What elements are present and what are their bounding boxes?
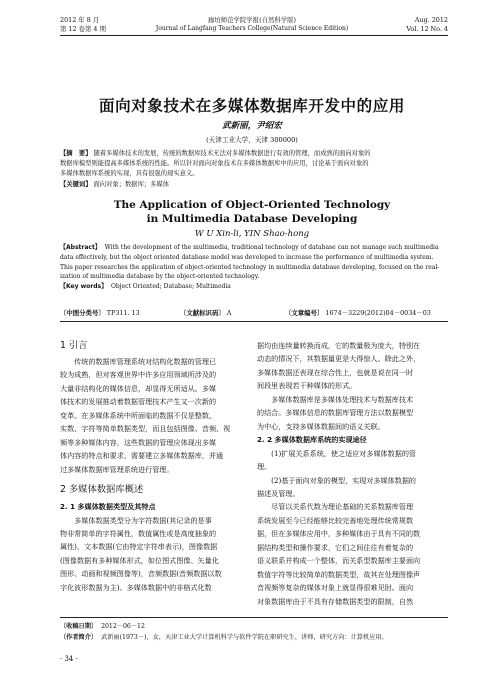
authors-zh: 武新丽，尹绍宏 (222, 121, 282, 131)
keywords-zh-label: 【关键词】 (60, 180, 92, 188)
article-no-label: 〔文章编号〕 (285, 309, 324, 317)
abstract-zh (60, 149, 450, 190)
abstract-en-line: data effectively, but the object oriented database model was developed to increase the performance of multimedia system. (60, 253, 434, 261)
header-month-en: Aug. 2012 (414, 16, 448, 24)
abstract-en-line: With the development of the multimedia, traditional technology of database can not manage such multimedia (104, 244, 439, 251)
body-line: 数值字符等比较简单的数据类型，故其在处理图像声 (257, 569, 421, 579)
body-line: 音视频等复杂的媒体对象上就显得很难见肘。面向 (257, 583, 414, 593)
left-column (60, 338, 278, 594)
body-line: 体技术的发展推动着数据管理技术产生又一次新的 (60, 397, 217, 407)
received-label: 〔收稿日期〕 (60, 623, 98, 630)
received-value: 2012－06－12 (101, 623, 145, 630)
doc-code-value: A (226, 309, 232, 317)
paper-title-zh: 面向对象技术在多媒体数据库开发中的应用 (99, 97, 405, 115)
abstract-zh-line: 随着多媒体技术的发展，传统的数据库技术无法对多媒体数据进行有效的管理，而成熟的面向对象的 (93, 150, 371, 157)
right-column (257, 339, 475, 608)
affiliation-zh: (天津工业大学，天津 300000) (206, 136, 298, 144)
author-note-label: 〔作者简介〕 (60, 634, 98, 641)
body-line: 字化波形数据为主)。多媒体数据中的非格式化数 (60, 582, 212, 592)
footnote-rule (60, 617, 448, 618)
paper-title-en-line: in Multimedia Database Developing (146, 213, 358, 225)
header-journal-zh: 廊坊师范学院学报(自然科学版) (207, 16, 297, 24)
clc-label: 〔中图分类号〕 (60, 309, 105, 317)
subsection-heading: 2. 2 多媒体数据库系统的实现途径 (257, 435, 367, 445)
keywords-zh-text: 面向对象；数据库；多媒体 (93, 180, 170, 188)
keywords-en-text: Object Oriented; Database; Multimedia (110, 283, 231, 291)
body-line: 大量非结构化的媒体信息，却显得无所适从。多媒 (60, 383, 217, 393)
article-number (285, 308, 431, 317)
abstract-en-label: 【Abstract】 (60, 244, 101, 251)
abstract-zh-line: 数据库模型则能提高多媒体系统的性能。所以针对面向对象技术在多媒体数据库中的应用，讨论基于面向对象的 (60, 160, 369, 168)
authors-en: W U Xin-li, YIN Shao-hong (194, 229, 310, 239)
abstract-zh-line: 多媒体数据库系统的实现，具有很强的现实意义。 (60, 170, 199, 178)
header-rule (60, 35, 448, 36)
clc-value: TP311. 13 (106, 309, 140, 317)
body-line: 对象数据库由于不具有存储数据类型的限制，自然 (257, 596, 414, 606)
header-volume: 第 12 卷第 4 期 (60, 25, 106, 33)
body-line: 的结合。多媒体信息的数据库管理方法以数据模型 (257, 408, 414, 418)
body-line: 描述及管理。 (257, 488, 300, 498)
body-line: 为中心，支持多媒体数据间的语义关联。 (257, 421, 385, 431)
abstract-en (60, 243, 448, 292)
article-no-value: 1674－3229(2012)04－0034－03 (325, 309, 431, 317)
body-line: (2)基于面向对象的模型，实现对多媒体数据的 (257, 475, 417, 485)
body-line: 变革。在多媒体系统中所面临的数据不仅是整数、 (60, 410, 217, 420)
body-line: 频等多种媒体内容，这些数据的管理应体现出多媒 (60, 437, 217, 447)
body-line: 理。 (257, 462, 272, 472)
body-line: 据均由连续量转换而成，它的数量极为庞大，特别在 (257, 341, 421, 350)
footnote-author (60, 633, 388, 643)
header-journal-en: Journal of Langfang Teachers College(Natural Science Edition) (155, 25, 349, 32)
page-number: · 34 · (60, 655, 78, 663)
body-line: 多媒体数据类型分为字符数据(其记录的是事 (60, 515, 212, 525)
body-line: 多媒体数据库是多媒体处理技术与数据库技术 (257, 394, 414, 404)
body-line: 实数、字符等简单数据类型，而且包括图像、音频、视 (60, 424, 231, 434)
author-note-value: 武新丽(1973－)，女，天津工业大学计算机科学与软件学院在职研究生，讲师，研究方向：计算机应用。 (101, 634, 388, 641)
abstract-zh-label: 【摘 要】 (60, 150, 92, 157)
body-line: 图形、动画和视频图像等)，音频数据(音频数据以数 (60, 569, 222, 579)
body-line: 体内容的特点和要求，需要建立多媒体数据库，并通 (60, 451, 224, 461)
body-line: 过多媒体数据库管理系统进行管理。 (60, 464, 174, 474)
body-line: 间段里表现若干种媒体的形式。 (257, 381, 357, 391)
abstract-en-line: ization of multimedia database by the object-oriented technology. (60, 273, 260, 281)
subsection-heading: 2. 1 多媒体数据类型及其特点 (60, 502, 156, 512)
body-line: 据结构类型和操作要求，它们之间往往有着复杂的 (257, 542, 414, 552)
body-line: 系统发展至今已经能够比较完善地处理传统常规数 (257, 515, 414, 525)
paper-title-en (0, 198, 504, 226)
body-line: 动态的情况下，其数据量更是大得惊人。除此之外， (257, 354, 421, 364)
body-line: 较为成熟，但对客观世界中许多应用领域所涉及的 (60, 370, 217, 380)
header-date: 2012 年 8 月 (60, 16, 100, 24)
body-line: (图像数据有多种媒体形式，如位图式图像、矢量化 (60, 555, 219, 565)
body-line: 多媒体数据还表现在综合性上，也就是说在同一时 (257, 367, 414, 377)
body-line: 尽管以关系代数为理论基础的关系数据库管理 (257, 502, 414, 512)
body-line: 语义联系并构成一个整体，而关系型数据库主要面向 (257, 556, 421, 566)
paper-title-en-line: The Application of Object-Oriented Technology (113, 199, 391, 211)
doc-code-label: 〔文献标识码〕 (180, 309, 225, 317)
abstract-en-line: This paper researches the application of object-oriented technology in multimedia database developing, focused on the real- (60, 263, 440, 271)
body-line: (1)扩展关系系统，使之适应对多媒体数据的管 (257, 448, 417, 458)
body-line: 据，但在多媒体应用中，多种媒体由于具有不同的数 (257, 529, 421, 539)
document-code (180, 308, 231, 317)
body-line: 物非常简单的字符属性，数值属性或是高度抽象的 (60, 528, 217, 538)
classification-rule (60, 321, 448, 322)
body-line: 传统的数据库管理系统对结构化数据的管理已 (60, 357, 217, 366)
keywords-en-label: 【Key words】 (60, 283, 108, 291)
header-volume-en: Vol. 12 No. 4 (406, 25, 448, 33)
clc-number (60, 308, 140, 317)
body-line: 属性)，文本数据(它由特定字符串表示)，图像数据 (60, 542, 218, 552)
footnote-received (60, 622, 145, 632)
section-heading: 1 引言 (60, 340, 88, 351)
section-heading: 2 多媒体数据库概述 (60, 484, 144, 496)
